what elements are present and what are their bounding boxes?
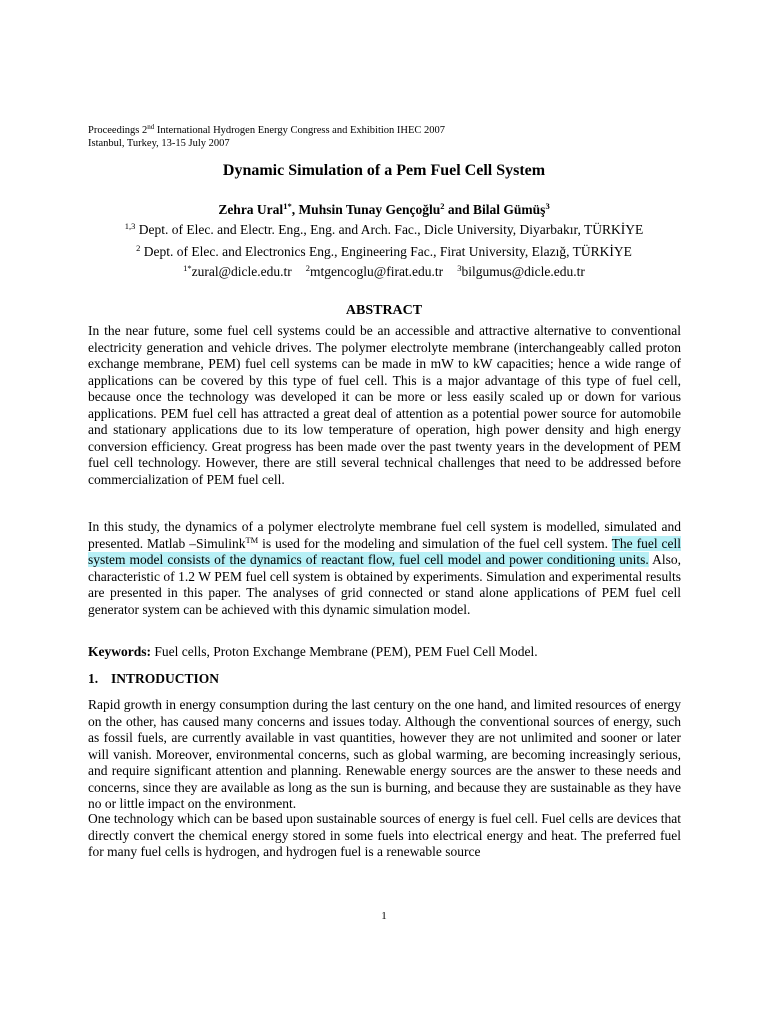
body-paragraph: One technology which can be based upon sustainable sources of energy is fuel cell. Fuel cells are devices that directly convert the chemical energy stored in some fuels into electrical energy and heat. The preferred fuel for many fuel cells is hydrogen, and hydrogen fuel is a renewable source: [88, 811, 681, 859]
author-name: Bilal Gümüş: [473, 202, 546, 217]
section-title: INTRODUCTION: [111, 671, 220, 686]
highlighted-text[interactable]: The fuel cell system model consists of the dynamics of reactant flow, fuel cell model and power conditioning units.: [88, 535, 681, 567]
author-superscript: 2: [440, 201, 445, 211]
email-superscript: 2: [305, 263, 311, 273]
email-superscript: 1*: [183, 263, 192, 273]
author-email[interactable]: zural@dicle.edu.tr: [191, 264, 292, 279]
abstract-text: Also, characteristic of 1.2 W PEM fuel cell system is obtained by experiments. Simulation and experimental results are presented in this paper. The analyses of grid connected or stand alone applications of PEM fuel cell generator system can be achieved with this dynamic simulation model.: [88, 552, 681, 617]
proceedings-line: [88, 124, 445, 137]
keywords-label: Keywords:: [88, 644, 151, 659]
email-superscript: 3: [457, 263, 462, 273]
affiliation-text: Dept. of Elec. and Electronics Eng., Engineering Fac., Firat University, Elazığ, TÜRKİYE: [140, 244, 632, 259]
abstract-paragraph: In the near future, some fuel cell systems could be an accessible and attractive alternative to conventional electricity generation and vehicle drives. The polymer electrolyte membrane (interchangeably called proton exchange membrane, PEM) fuel cell systems can be made in mW to kW capacities; hence a wide range of applications can be covered by this type of fuel cell. This is a major advantage of this type of fuel cell, because once the technology was developed it can be more or less easily scaled up or down for various applications. PEM fuel cell has attracted a great deal of attention as a potential power source for automobile and stationary applications due to its low temperature of operation, high power density and high energy conversion efficiency. Great progress has been made over the past twenty years in the development of PEM fuel cell technology. However, there are still several technical challenges that need to be addressed before commercialization of PEM fuel cell.: [88, 323, 681, 487]
author-name: Muhsin Tunay Gençoğlu: [298, 202, 441, 217]
keywords-text: Fuel cells, Proton Exchange Membrane (PEM), PEM Fuel Cell Model.: [151, 644, 538, 659]
email-list: [0, 264, 768, 280]
abstract-heading: ABSTRACT: [345, 303, 423, 318]
trademark-superscript: TM: [245, 534, 259, 545]
abstract-text: In this study, the dynamics of a polymer electrolyte membrane fuel cell system is modelled, simulated and presented. Matlab –Simulink: [88, 519, 681, 551]
paper-title: Dynamic Simulation of a Pem Fuel Cell System: [222, 162, 546, 179]
proceedings-text-a: Proceedings 2: [88, 125, 148, 136]
affiliation-text: Dept. of Elec. and Electr. Eng., Eng. and Arch. Fac., Dicle University, Diyarbakır, TÜRKİYE: [135, 222, 644, 237]
proceedings-text-b: International Hydrogen Energy Congress and Exhibition IHEC 2007: [154, 125, 446, 136]
page-number: 1: [381, 910, 387, 922]
author-separator: ,: [291, 202, 299, 217]
author-name: Zehra Ural: [218, 202, 284, 217]
affiliation: [0, 222, 768, 238]
author-superscript: 1*: [283, 201, 292, 211]
proceedings-header: [88, 124, 445, 150]
author-list: [0, 202, 768, 218]
author-email[interactable]: mtgencoglu@firat.edu.tr: [310, 264, 444, 279]
affiliation-superscript: 2: [136, 243, 141, 253]
section-number: 1.: [88, 671, 99, 686]
author-separator: and: [444, 202, 474, 217]
keywords: [88, 644, 681, 661]
proceedings-location: Istanbul, Turkey, 13-15 July 2007: [88, 138, 230, 149]
author-email[interactable]: bilgumus@dicle.edu.tr: [461, 264, 585, 279]
author-superscript: 3: [545, 201, 550, 211]
proceedings-superscript: nd: [147, 123, 155, 131]
abstract-text: is used for the modeling and simulation of the fuel cell system.: [258, 535, 612, 551]
abstract-paragraph: [88, 519, 681, 618]
affiliation-superscript: 1,3: [124, 221, 136, 231]
body-paragraph: Rapid growth in energy consumption during the last century on the one hand, and limited resources of energy on the other, has caused many concerns and issues today. Although the conventional sources of energy, such as fossil fuels, are currently available in vast quantities, however they are not unlimited and sooner or later will vanish. Moreover, environmental concerns, such as global warming, are becoming increasingly serious, and require significant attention and planning. Renewable energy sources are the answer to these needs and concerns, since they are available as long as the sun is burning, and because they are sustainable as they have no or little impact on the environment.: [88, 697, 681, 811]
affiliation: [0, 244, 768, 260]
section-heading: [88, 671, 219, 687]
